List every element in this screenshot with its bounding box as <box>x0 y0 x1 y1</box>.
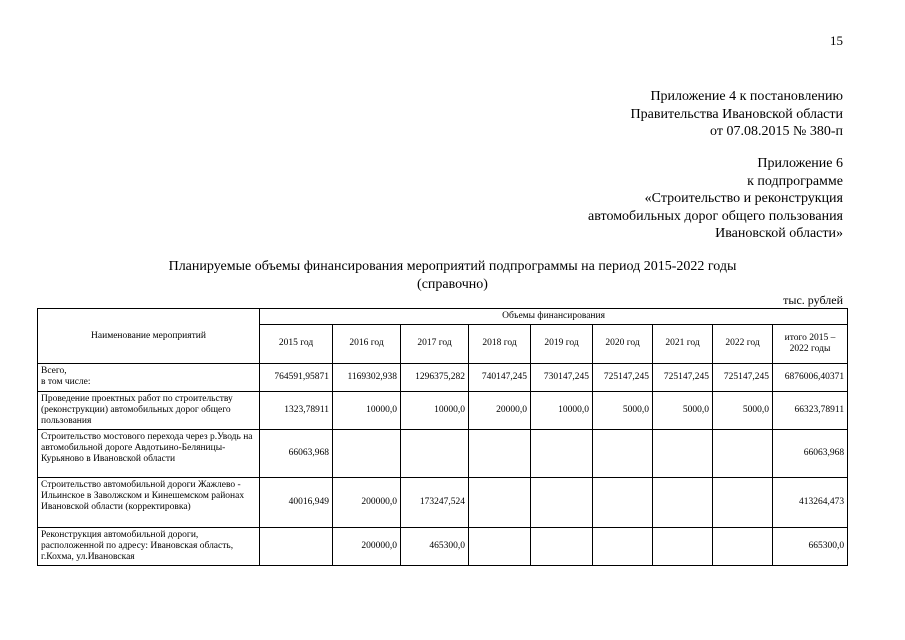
row-value-cell: 1169302,938 <box>333 364 401 392</box>
row-total-cell: 66063,968 <box>773 430 848 478</box>
row-value-cell <box>260 528 333 566</box>
appendix-line: Ивановской области» <box>715 226 843 241</box>
row-value-cell: 1323,78911 <box>260 392 333 430</box>
row-value-cell: 725147,245 <box>653 364 713 392</box>
column-header-year: 2017 год <box>401 324 469 363</box>
row-value-cell: 730147,245 <box>531 364 593 392</box>
row-total-cell: 665300,0 <box>773 528 848 566</box>
row-value-cell: 5000,0 <box>593 392 653 430</box>
units-label: тыс. рублей <box>783 293 843 307</box>
row-name-cell: Реконструкция автомобильной дороги, расположенной по адресу: Ивановская область, г.Кохма, ул.Ивановская <box>38 528 260 566</box>
row-value-cell <box>531 528 593 566</box>
appendix-line: Правительства Ивановской области <box>630 106 843 122</box>
row-total-cell: 66323,78911 <box>773 392 848 430</box>
appendix-line: Приложение 4 к постановлению <box>650 89 843 104</box>
column-header-year: 2021 год <box>653 324 713 363</box>
table-row <box>38 364 848 392</box>
column-header-name: Наименование мероприятий <box>38 309 260 364</box>
appendix-line: Приложение 6 <box>757 156 843 171</box>
row-value-cell <box>713 528 773 566</box>
row-name-cell: Строительство автомобильной дороги Жажлево - Ильинское в Заволжском и Кинешемском районах Ивановской области (корректировка) <box>38 478 260 528</box>
row-value-cell: 725147,245 <box>593 364 653 392</box>
row-value-cell <box>469 478 531 528</box>
table-row <box>38 430 848 478</box>
column-group-header: Объемы финансирования <box>260 309 848 325</box>
header-row <box>38 309 848 325</box>
column-header-year: 2015 год <box>260 324 333 363</box>
row-value-cell: 20000,0 <box>469 392 531 430</box>
row-value-cell <box>469 430 531 478</box>
row-value-cell: 725147,245 <box>713 364 773 392</box>
row-value-cell: 66063,968 <box>260 430 333 478</box>
row-value-cell: 465300,0 <box>401 528 469 566</box>
row-name-cell: Проведение проектных работ по строительству (реконструкции) автомобильных дорог общего пользования <box>38 392 260 430</box>
row-value-cell: 10000,0 <box>531 392 593 430</box>
column-header-year: 2018 год <box>469 324 531 363</box>
row-value-cell <box>653 478 713 528</box>
row-value-cell: 740147,245 <box>469 364 531 392</box>
row-value-cell: 200000,0 <box>333 528 401 566</box>
row-value-cell: 173247,524 <box>401 478 469 528</box>
row-value-cell <box>401 430 469 478</box>
page-number: 15 <box>830 33 843 48</box>
column-header-year: 2020 год <box>593 324 653 363</box>
row-value-cell: 40016,949 <box>260 478 333 528</box>
row-value-cell <box>593 430 653 478</box>
row-value-cell <box>653 528 713 566</box>
table-row <box>38 528 848 566</box>
row-total-cell: 6876006,40371 <box>773 364 848 392</box>
row-value-cell <box>469 528 531 566</box>
row-value-cell: 5000,0 <box>713 392 773 430</box>
document-title <box>0 258 905 293</box>
financing-table <box>37 308 848 566</box>
appendix-line: к подпрограмме <box>747 173 843 189</box>
row-value-cell <box>593 528 653 566</box>
row-name-cell: Всего, в том числе: <box>38 364 260 392</box>
table-body <box>38 364 848 566</box>
row-value-cell <box>593 478 653 528</box>
row-value-cell: 10000,0 <box>401 392 469 430</box>
row-value-cell <box>653 430 713 478</box>
row-value-cell <box>333 430 401 478</box>
table-row <box>38 478 848 528</box>
column-header-year: 2019 год <box>531 324 593 363</box>
table-row <box>38 392 848 430</box>
row-value-cell <box>713 478 773 528</box>
row-value-cell: 5000,0 <box>653 392 713 430</box>
appendix-header-subprogram <box>588 155 843 243</box>
row-value-cell: 10000,0 <box>333 392 401 430</box>
title-line: (справочно) <box>417 276 488 292</box>
column-header-year: 2016 год <box>333 324 401 363</box>
appendix-line: автомобильных дорог общего пользования <box>588 208 843 224</box>
appendix-header-resolution <box>631 88 843 141</box>
row-value-cell <box>531 478 593 528</box>
title-line: Планируемые объемы финансирования мероприятий подпрограммы на период 2015-2022 годы <box>168 259 737 274</box>
row-value-cell: 200000,0 <box>333 478 401 528</box>
appendix-line: от 07.08.2015 № 380-п <box>710 124 843 139</box>
row-total-cell: 413264,473 <box>773 478 848 528</box>
row-value-cell: 764591,95871 <box>260 364 333 392</box>
row-value-cell <box>531 430 593 478</box>
row-name-cell: Строительство мостового перехода через р.Уводь на автомобильной дороге Авдотьино-Беляницы-Курьяново в Ивановской области <box>38 430 260 478</box>
column-header-total: итого 2015 – 2022 годы <box>773 324 848 363</box>
row-value-cell <box>713 430 773 478</box>
appendix-line: «Строительство и реконструкция <box>644 191 843 206</box>
column-header-year: 2022 год <box>713 324 773 363</box>
row-value-cell: 1296375,282 <box>401 364 469 392</box>
